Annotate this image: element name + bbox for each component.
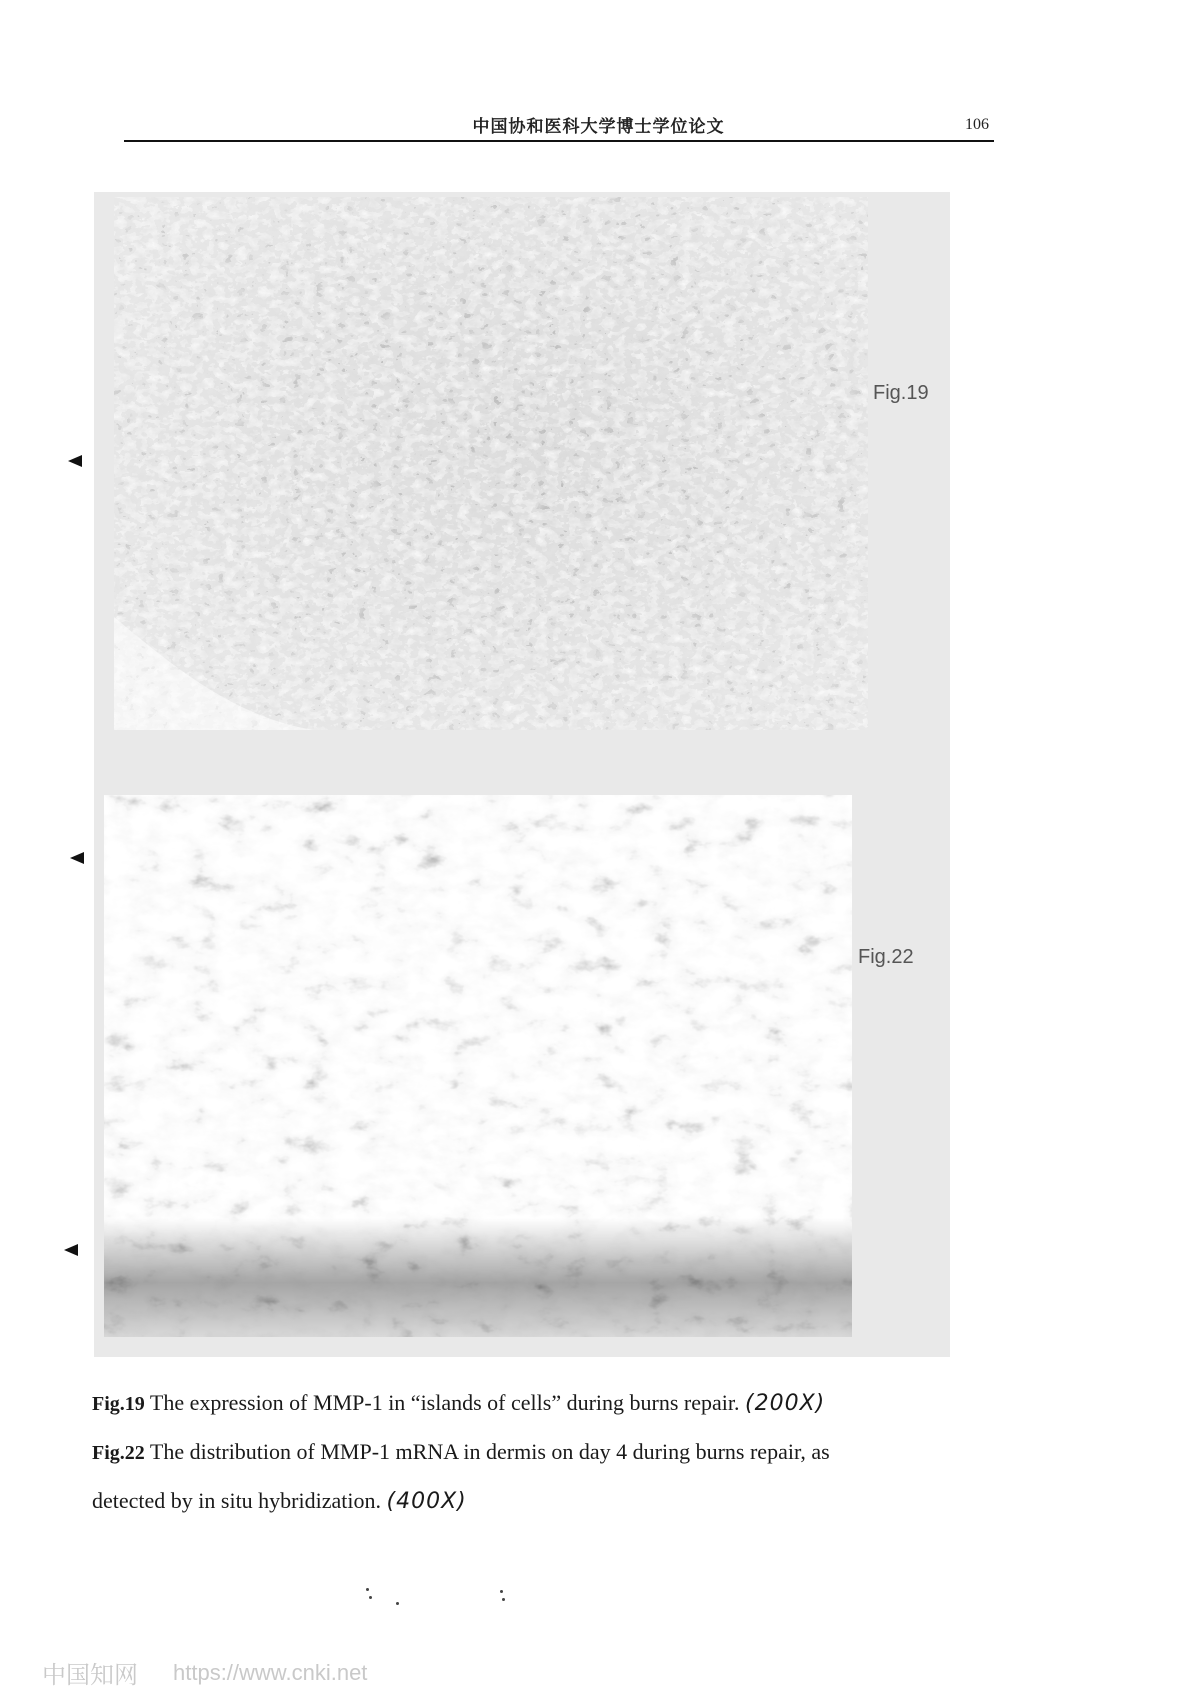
caption-fig22-line2	[92, 1488, 467, 1514]
caption-fig22-magnification: (400X)	[386, 1489, 467, 1514]
caption-fig22-text: The distribution of MMP-1 mRNA in dermis on day 4 during burns repair, as	[144, 1439, 830, 1464]
fig19-label: Fig.19	[873, 382, 929, 404]
micrograph-fig22	[104, 795, 852, 1337]
thesis-title: 中国协和医科大学博士学位论文	[472, 117, 725, 137]
watermark-site-name: 中国知网	[42, 1661, 138, 1689]
scan-speck	[369, 1596, 372, 1599]
scan-speck	[500, 1590, 503, 1593]
caption-fig22-line1	[92, 1439, 830, 1465]
margin-arrow-mark	[70, 852, 84, 864]
caption-fig19-prefix: Fig.19	[92, 1393, 145, 1415]
caption-fig22-text-cont: detected by in situ hybridization.	[92, 1488, 381, 1513]
watermark-url: https://www.cnki.net	[173, 1660, 368, 1685]
caption-fig19-magnification: (200X)	[745, 1391, 826, 1416]
margin-arrow-mark	[64, 1244, 78, 1256]
header-rule	[124, 140, 994, 142]
caption-fig19	[92, 1390, 825, 1416]
scan-speck	[396, 1602, 399, 1605]
scan-speck	[502, 1598, 505, 1601]
page-number: 106	[965, 116, 989, 133]
micrograph-fig19	[114, 197, 868, 730]
scan-speck	[366, 1588, 369, 1591]
caption-fig19-text: The expression of MMP-1 in “islands of cells” during burns repair.	[144, 1390, 740, 1415]
margin-arrow-mark	[68, 455, 82, 467]
fig22-label: Fig.22	[858, 946, 914, 968]
caption-fig22-prefix: Fig.22	[92, 1442, 145, 1464]
